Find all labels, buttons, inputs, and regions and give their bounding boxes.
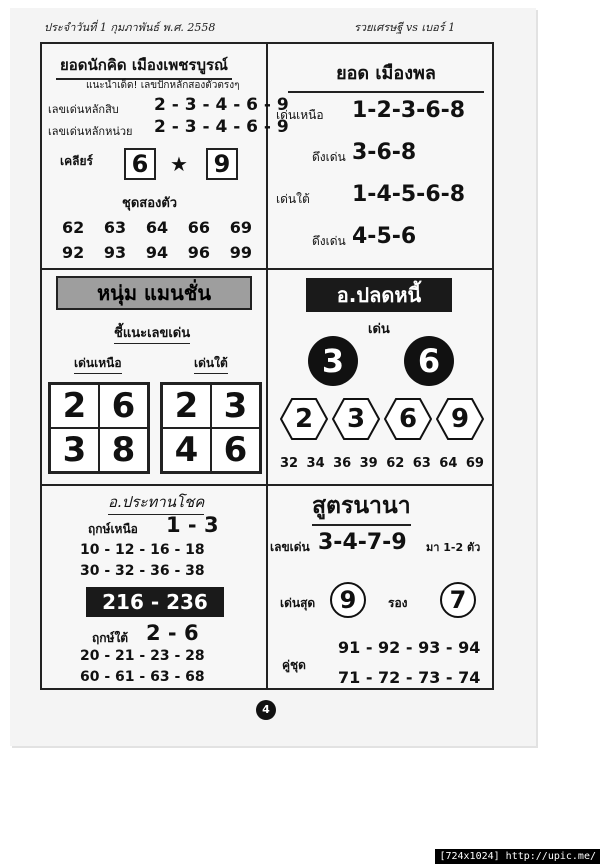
q2-row2-value: 3-6-8	[352, 140, 417, 165]
header-date: ประจำวันที่ 1 กุมภาพันธ์ พ.ศ. 2558	[44, 21, 216, 34]
page-number: 4	[256, 700, 276, 720]
q5-banner: 216 - 236	[86, 587, 224, 617]
q6-pairs-label: คู่ชุด	[282, 658, 306, 672]
q6-digits: 3-4-7-9	[318, 530, 407, 555]
q6-pairs-row2: 71 - 72 - 73 - 74	[338, 668, 481, 687]
q4-label: เด่น	[368, 322, 390, 337]
q1-set-number: 69	[229, 218, 252, 237]
q6-pairs-row1: 91 - 92 - 93 - 94	[338, 638, 481, 657]
q4-hex-digit: 9	[450, 404, 470, 434]
q1-set-number: 93	[103, 243, 127, 262]
q6-second-circle: 7	[440, 582, 476, 618]
q6-second-label: รอง	[388, 596, 408, 610]
header-publication: รวยเศรษฐี vs เบอร์ 1	[354, 21, 456, 34]
q4-hex-digit: 3	[346, 404, 366, 434]
q6-top-circle: 9	[330, 582, 366, 618]
q2-row2-label: ดึงเด่น	[312, 150, 346, 164]
q1-row2-label: เลขเด่นหลักหน่วย	[48, 125, 133, 138]
q1-set-row1	[62, 218, 252, 237]
q1-clear-box-a: 6	[124, 148, 156, 180]
q1-set-number: 99	[229, 243, 252, 262]
q4-big-circle-b: 6	[404, 336, 454, 386]
q2-row1-label: เด่นเหนือ	[276, 108, 324, 122]
q3-left-grid	[48, 382, 150, 474]
q3-subtitle: ชี้แนะเลขเด่น	[114, 322, 190, 344]
q2-row4-value: 4-5-6	[352, 224, 417, 249]
q4-number: 63	[412, 456, 431, 471]
watermark-footer[interactable]: [724x1024] http://upic.me/	[435, 849, 600, 864]
grid-digit: 6	[211, 428, 260, 472]
q6-title: สูตรนานา	[312, 488, 411, 526]
q2-row4-label: ดึงเด่น	[312, 234, 346, 248]
grid-digit: 2	[50, 384, 99, 428]
row-divider-1	[40, 268, 494, 270]
q4-big-circle-a: 3	[308, 336, 358, 386]
star-icon: ★	[170, 152, 188, 176]
column-divider	[266, 42, 268, 690]
hexagon-icon	[280, 398, 328, 440]
hexagon-icon	[332, 398, 380, 440]
q1-set-number: 96	[187, 243, 211, 262]
q5-south-row2: 60 - 61 - 63 - 68	[80, 669, 205, 685]
q4-title: อ.ปลดหนี้	[306, 278, 452, 312]
q1-set-number: 62	[62, 218, 85, 237]
q3-title: หนุ่ม แมนชั่น	[56, 276, 252, 310]
q1-subtitle: แนะนำเด็ด! เลขปักหลักสองตัวตรงๆ	[86, 80, 240, 91]
q1-set-row2	[62, 243, 252, 262]
q4-number: 64	[439, 456, 458, 471]
q1-set-number: 64	[145, 218, 169, 237]
q2-row1-value: 1-2-3-6-8	[352, 98, 466, 123]
q4-number-row	[280, 456, 484, 471]
q5-north-value: 1 - 3	[166, 513, 219, 537]
q1-row1-value: 2 - 3 - 4 - 6 - 9	[154, 95, 289, 115]
q5-south-label: ฤกษ์ใต้	[92, 631, 129, 645]
q4-hex-digit: 6	[398, 404, 418, 434]
row-divider-2	[40, 484, 494, 486]
grid-digit: 3	[211, 384, 260, 428]
q4-number: 34	[306, 456, 325, 471]
q2-row3-value: 1-4-5-6-8	[352, 182, 466, 207]
q1-set-number: 66	[187, 218, 211, 237]
q3-left-label: เด่นเหนือ	[74, 354, 122, 374]
q1-set-number: 63	[103, 218, 127, 237]
grid-digit: 6	[99, 384, 148, 428]
hexagon-icon	[384, 398, 432, 440]
q2-row3-label: เด่นใต้	[276, 192, 310, 206]
q6-digits-suffix: มา 1-2 ตัว	[426, 541, 481, 554]
q5-south-row1: 20 - 21 - 23 - 28	[80, 648, 205, 664]
grid-digit: 4	[162, 428, 211, 472]
q1-set-title: ชุดสองตัว	[122, 196, 178, 211]
q1-set-number: 92	[62, 243, 85, 262]
q4-number: 69	[465, 456, 484, 471]
q3-right-grid	[160, 382, 262, 474]
q4-number: 39	[359, 456, 378, 471]
q4-hex-digit: 2	[294, 404, 314, 434]
q1-clear-box-b: 9	[206, 148, 238, 180]
q6-top-label: เด่นสุด	[280, 596, 316, 610]
q3-right-label: เด่นใต้	[194, 354, 228, 374]
q6-digits-label: เลขเด่น	[270, 540, 310, 554]
q1-row1-label: เลขเด่นหลักสิบ	[48, 103, 119, 116]
q4-number: 62	[386, 456, 405, 471]
q1-row2-value: 2 - 3 - 4 - 6 - 9	[154, 117, 289, 137]
grid-digit: 8	[99, 428, 148, 472]
q5-north-label: ฤกษ์เหนือ	[88, 522, 138, 536]
q5-north-row1: 10 - 12 - 16 - 18	[80, 542, 205, 558]
q5-north-row2: 30 - 32 - 36 - 38	[80, 563, 205, 579]
q5-south-value: 2 - 6	[146, 621, 199, 645]
q5-title: อ.ประทานโชค	[108, 490, 204, 515]
q1-clear-label: เคลียร์	[60, 154, 93, 168]
q4-number: 36	[333, 456, 352, 471]
q1-title: ยอดนักคิด เมืองเพชรบูรณ์	[56, 52, 232, 80]
q1-set-number: 94	[145, 243, 169, 262]
grid-digit: 2	[162, 384, 211, 428]
q4-number: 32	[280, 456, 299, 471]
q2-title: ยอด เมืองพล	[288, 58, 484, 93]
hexagon-icon	[436, 398, 484, 440]
grid-digit: 3	[50, 428, 99, 472]
